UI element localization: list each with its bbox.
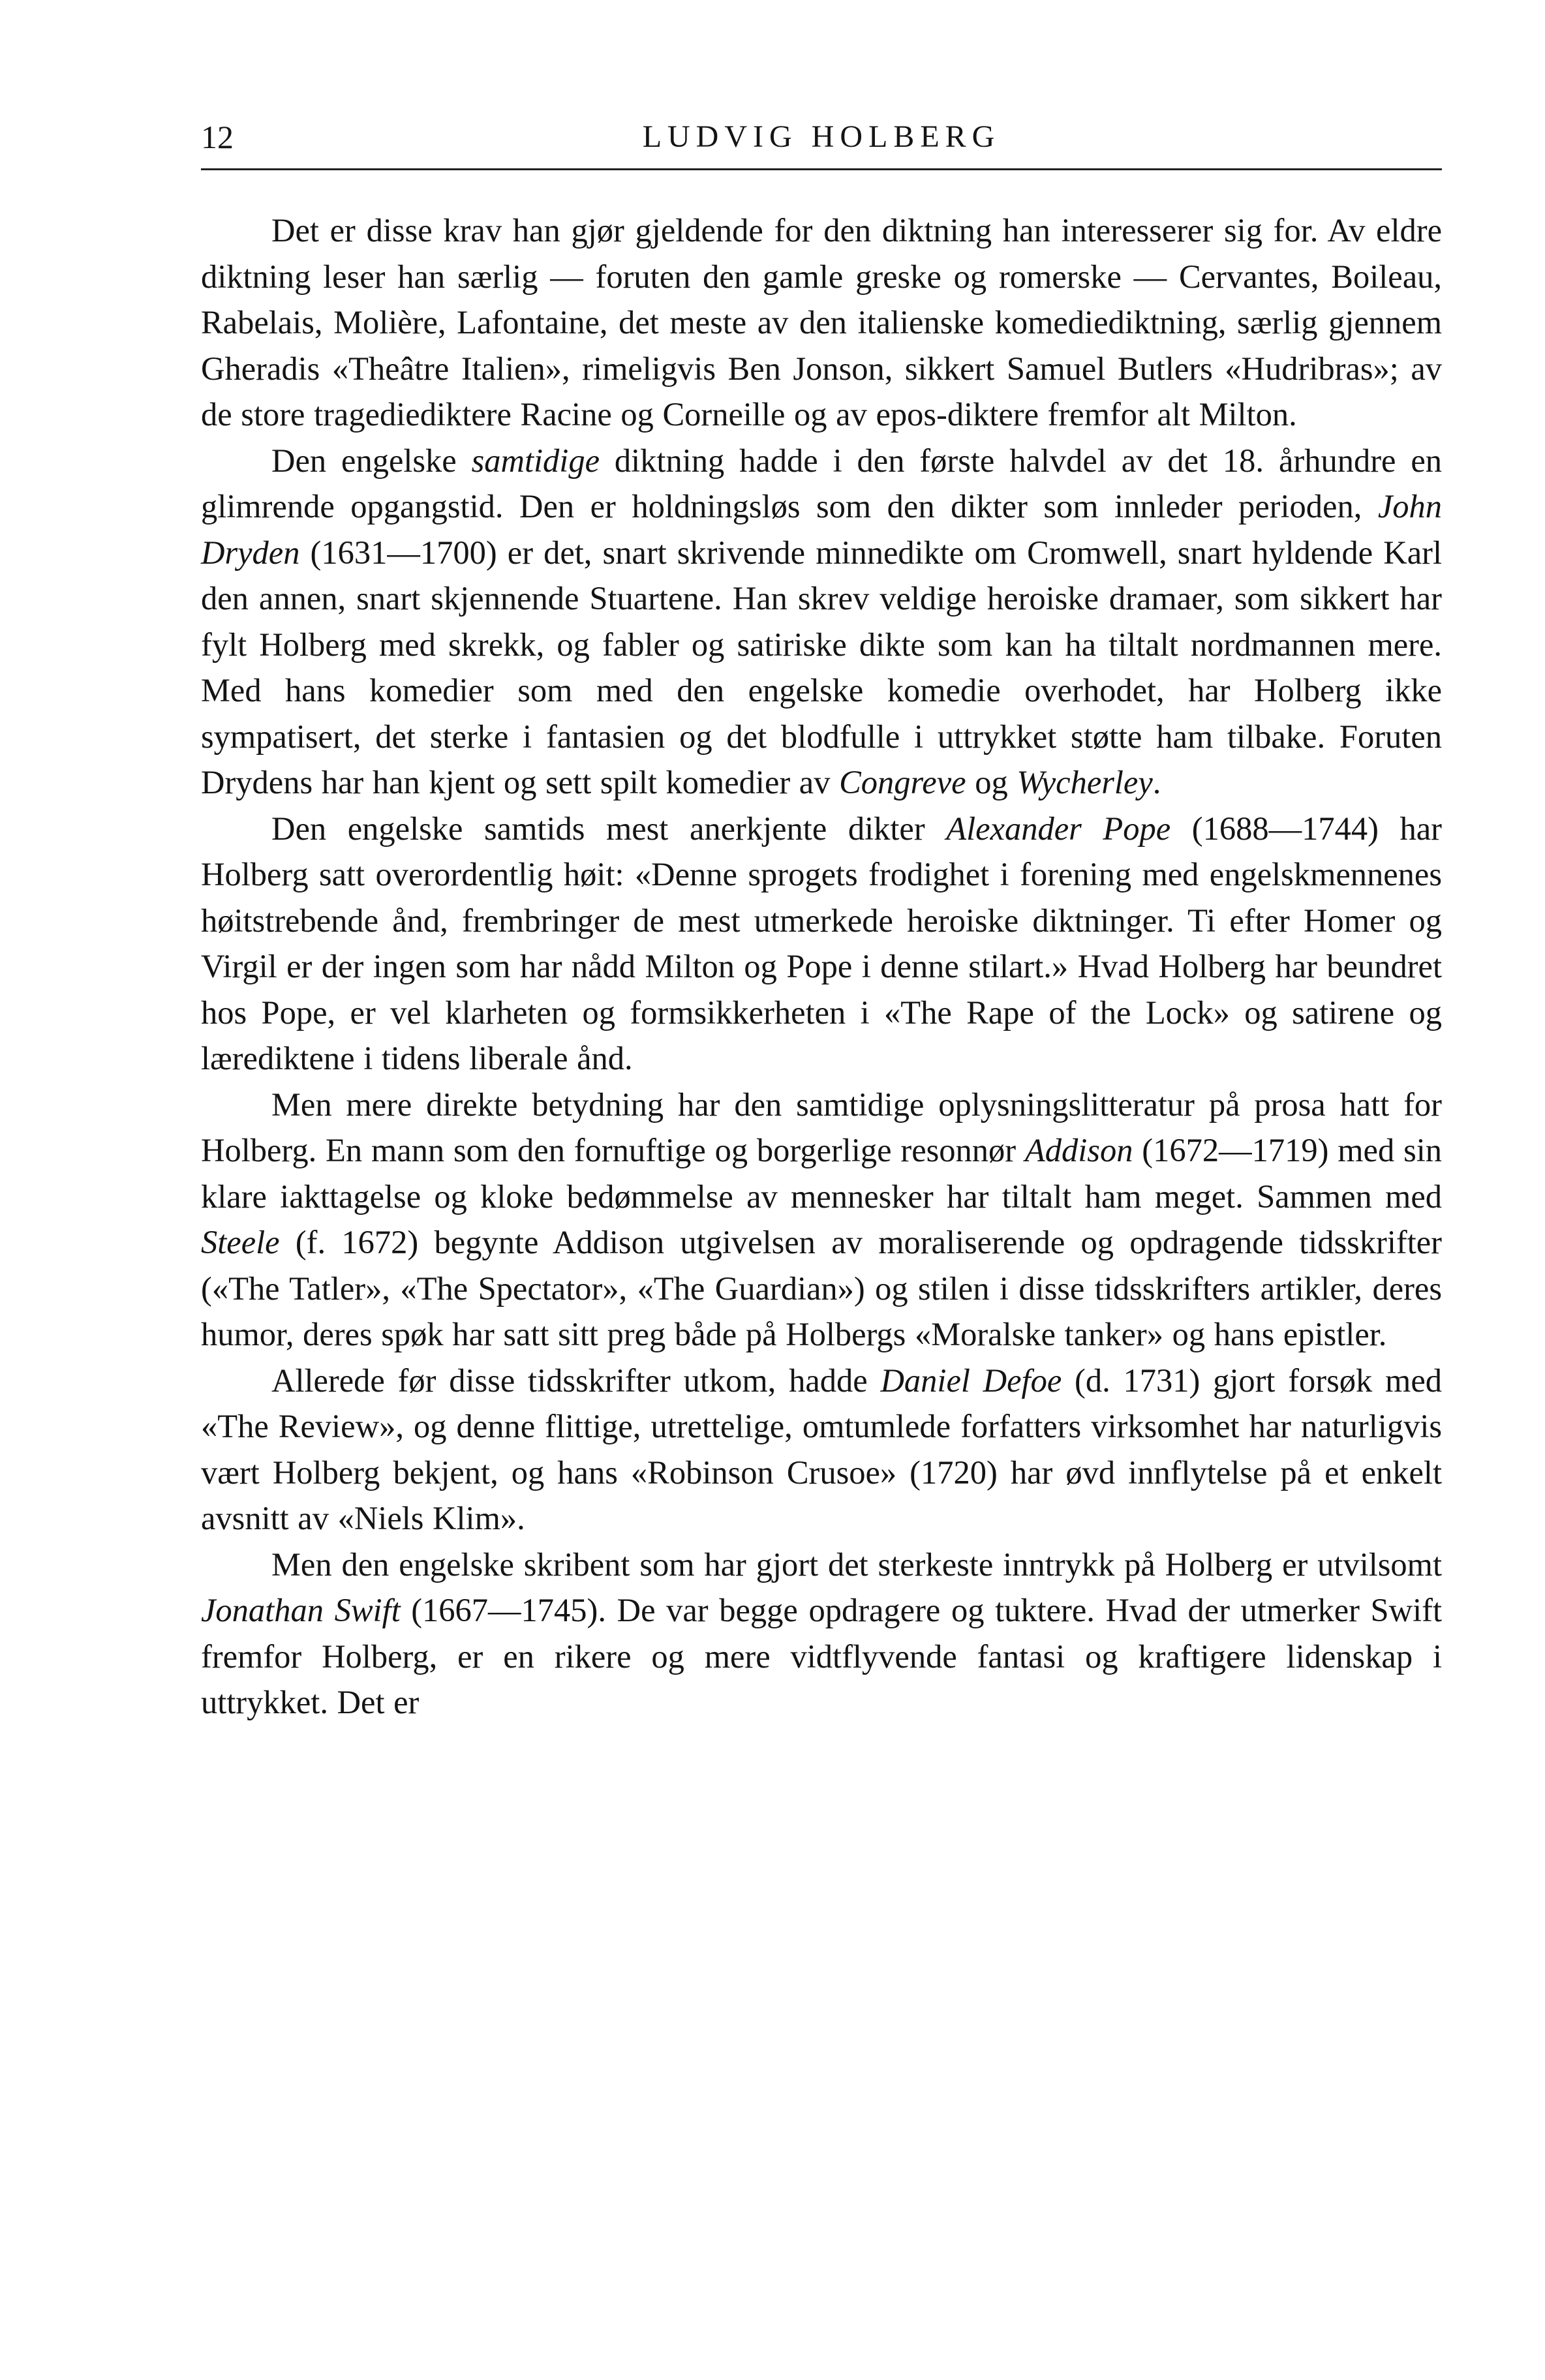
page-header [201,112,1442,164]
italic-name: Jonathan Swift [201,1592,401,1628]
text-segment: diktning hadde i den første halvdel av det 18. århundre en glimrende opgangstid. Den er holdningsløs som den dikter som innleder perioden, [201,442,1442,525]
running-title: LUDVIG HOLBERG [642,119,1001,154]
italic-name: Congreve [839,764,966,801]
header-rule [201,168,1442,170]
text-segment: og [966,764,1017,801]
italic-name: John Dryden [201,488,1442,571]
paragraph-2 [201,438,1442,806]
page-number: 12 [201,119,234,155]
text-segment: (1672—1719) med sin klare iakttagelse og kloke bedømmelse av mennesker har tiltalt ham meget. Sammen med [201,1132,1442,1215]
text-segment: Men den engelske skribent som har gjort det sterkeste inntrykk på Holberg er utvilsomt [271,1546,1442,1583]
italic-name: Addison [1024,1132,1133,1168]
text-segment: Det er disse krav han gjør gjeldende for den diktning han interesserer sig for. Av eldre diktning leser han særlig — foruten den gamle greske og romerske — Cervantes, Boileau, Rabelais, Molière, Lafontaine, det meste av den italienske komediediktning, særlig gjennem Gheradis «Theâtre Italien», rimeligvis Ben Jonson, sikkert Samuel Butlers «Hudribras»; av de store tragediediktere Racine og Corneille og av epos-diktere fremfor alt Milton. [201,212,1442,433]
text-segment: (1667—1745). De var begge opdragere og tuktere. Hvad der utmerker Swift fremfor Holberg, er en rikere og mere vidtflyvende fantasi og kraftigere lidenskap i uttrykket. Det er [201,1592,1442,1720]
paragraph-3 [201,806,1442,1082]
text-segment: (1688—1744) har Holberg satt overordentlig høit: «Denne sprogets frodighet i forening med engelskmennenes høitstrebende ånd, frembringer de mest utmerkede heroiske diktninger. Ti efter Homer og Virgil er der ingen som har nådd Milton og Pope i denne stilart.» Hvad Holberg har beundret hos Pope, er vel klarheten og formsikkerheten i «The Rape of the Lock» og satirene og lærediktene i tidens liberale ånd. [201,810,1442,1076]
paragraph-4 [201,1082,1442,1358]
text-segment: Den engelske [271,442,472,479]
text-segment: Allerede før disse tidsskrifter utkom, hadde [271,1362,881,1399]
text-segment: Men mere direkte betydning har den samtidige oplysningslitteratur på prosa hatt for Holberg. En mann som den fornuftige og borgerlige resonnør [201,1086,1442,1168]
italic-name: Alexander Pope [946,810,1171,847]
italic-term: samtidige [471,442,600,479]
paragraph-5 [201,1358,1442,1542]
body-text [201,207,1442,1726]
paragraph-1 [201,207,1442,438]
text-segment: (f. 1672) begynte Addison utgivelsen av moraliserende og opdragende tidsskrifter («The Tatler», «The Spectator», «The Guardian») og stilen i disse tidsskrifters artikler, deres humor, deres spøk har satt sitt preg både på Holbergs «Moralske tanker» og hans epistler. [201,1224,1442,1352]
paragraph-6 [201,1542,1442,1726]
italic-name: Steele [201,1224,280,1260]
text-segment: . [1152,764,1161,801]
text-segment: (d. 1731) gjort forsøk med «The Review», og denne flittige, utrettelige, omtumlede forfatters virksomhet har naturligvis vært Holberg bekjent, og hans «Robinson Crusoe» (1720) har øvd innflytelse på et enkelt avsnitt av «Niels Klim». [201,1362,1442,1536]
italic-name: Wycherley [1017,764,1153,801]
text-segment: Den engelske samtids mest anerkjente dikter [271,810,947,847]
italic-name: Daniel Defoe [880,1362,1062,1399]
text-segment: (1631—1700) er det, snart skrivende minnedikte om Cromwell, snart hyldende Karl den annen, snart skjennende Stuartene. Han skrev veldige heroiske dramaer, som sikkert har fylt Holberg med skrekk, og fabler og satiriske dikte som kan ha tiltalt nordmannen mere. Med hans komedier som med den engelske komedie overhodet, har Holberg ikke sympatisert, det sterke i fantasien og det blodfulle i uttrykket støtte ham tilbake. Foruten Drydens har han kjent og sett spilt komedier av [201,534,1442,801]
